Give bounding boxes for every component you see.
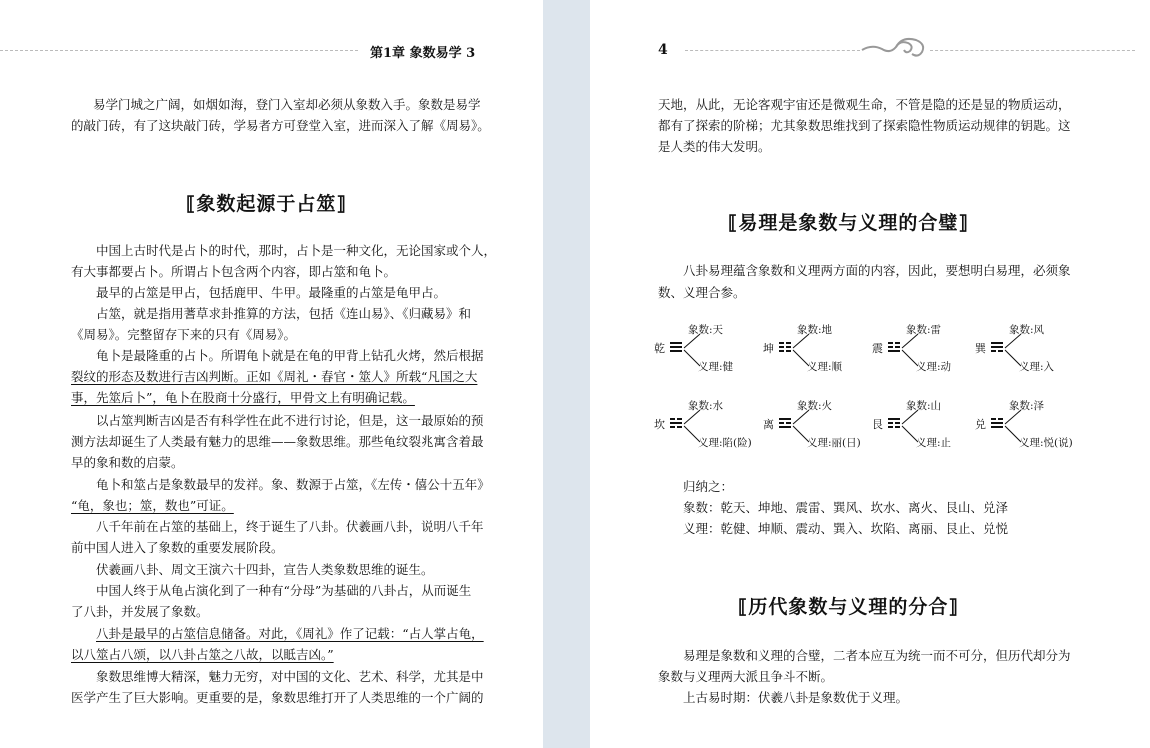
trigram-cell xyxy=(975,322,1085,382)
trigram-line xyxy=(779,426,791,428)
body-line: 中国上古时代是占卜的时代，那时，占卜是一种文化，无论国家或个人， xyxy=(96,243,497,258)
body-line: 测方法却诞生了人类最有魅力的思维——象数思维。那些龟纹裂兆寓含着最 xyxy=(71,434,484,449)
trigram-line xyxy=(779,422,791,424)
xiangshu-label: 象数:山 xyxy=(906,400,942,412)
trigram-line xyxy=(888,350,900,352)
trigram-name: 震 xyxy=(872,342,883,355)
trigram-name: 离 xyxy=(763,418,774,431)
body-line: 龟卜和筮占是象数最早的发祥。象、数源于占筮，《左传・僖公十五年》 xyxy=(96,477,490,492)
xiangshu-label: 象数:天 xyxy=(688,324,724,336)
trigram-line xyxy=(670,418,682,420)
trigram-symbol-icon xyxy=(888,418,900,430)
yili-label: 义理:陷(险) xyxy=(698,437,752,449)
body-line: 易理是象数和义理的合璧，二者本应互为统一而不可分，但历代却分为 xyxy=(683,648,1071,663)
trigram-cell xyxy=(654,398,764,458)
xiangshu-label: 象数:雷 xyxy=(906,324,942,336)
yili-label: 义理:入 xyxy=(1019,361,1055,373)
header-rule xyxy=(0,50,358,51)
body-line: 伏羲画八卦、周文王演六十四卦，宣告人类象数思维的诞生。 xyxy=(96,562,434,577)
trigram-line xyxy=(888,422,900,424)
body-line: 天地，从此，无论客观宇宙还是微观生命，不管是隐的还是显的物质运动， xyxy=(658,97,1071,112)
trigram-line xyxy=(779,342,791,344)
trigram-symbol-icon xyxy=(888,342,900,354)
body-line: 象数与义理两大派且争斗不断。 xyxy=(658,669,834,684)
body-line: 以八筮占八颂，以八卦占筮之八故，以眡吉凶。” xyxy=(71,647,334,662)
trigram-line xyxy=(670,422,682,424)
trigram-line xyxy=(888,342,900,344)
xiangshu-label: 象数:地 xyxy=(797,324,833,336)
intro-line: 易学门城之广阔，如烟如海，登门入室却必须从象数入手。象数是易学 xyxy=(93,97,481,112)
trigram-name: 坎 xyxy=(654,418,665,431)
trigram-cell xyxy=(763,398,873,458)
body-line: 《周易》。完整留存下来的只有《周易》。 xyxy=(71,327,297,342)
summary-line: 义理：乾健、坤顺、震动、巽入、坎陷、离丽、艮止、兑悦 xyxy=(683,521,1009,536)
trigram-symbol-icon xyxy=(991,418,1003,430)
body-line: 了八卦，并发展了象数。 xyxy=(71,604,209,619)
trigram-name: 乾 xyxy=(654,342,665,355)
trigram-line xyxy=(670,426,682,428)
body-line: 八卦是最早的占筮信息储备。对此，《周礼》作了记载：“占人掌占龟， xyxy=(96,626,484,641)
body-line: 龟卜是最隆重的占卜。所谓龟卜就是在龟的甲背上钻孔火烤，然后根据 xyxy=(96,348,484,363)
page-number: 4 xyxy=(658,42,668,58)
trigram-name: 巽 xyxy=(975,342,986,355)
body-line: 是人类的伟大发明。 xyxy=(658,139,771,154)
trigram-line xyxy=(888,346,900,348)
trigram-line xyxy=(991,342,1003,344)
section-heading: ⟦象数起源于占筮⟧ xyxy=(186,193,347,215)
body-line: 上古易时期：伏羲八卦是象数优于义理。 xyxy=(683,690,909,705)
yili-label: 义理:止 xyxy=(916,437,952,449)
trigram-name: 艮 xyxy=(872,418,883,431)
summary-line: 归纳之： xyxy=(683,479,734,494)
trigram-cell xyxy=(654,322,764,382)
section-title: 象数起源于占筮 xyxy=(196,193,337,215)
trigram-line xyxy=(991,346,1003,348)
trigram-symbol-icon xyxy=(779,418,791,430)
body-line: 前中国人进入了象数的重要发展阶段。 xyxy=(71,540,284,555)
header-rule xyxy=(930,50,1135,51)
trigram-line xyxy=(991,418,1003,420)
xiangshu-label: 象数:泽 xyxy=(1009,400,1045,412)
page-gutter xyxy=(543,0,590,748)
body-line: 最早的占筮是甲占，包括鹿甲、牛甲。最隆重的占筮是龟甲占。 xyxy=(96,285,447,300)
right-page xyxy=(590,0,1150,748)
trigram-line xyxy=(888,418,900,420)
trigram-line xyxy=(991,426,1003,428)
header-rule xyxy=(685,50,860,51)
trigram-line xyxy=(779,350,791,352)
body-line: “龟，象也；筮，数也”可证。 xyxy=(71,498,234,513)
trigram-symbol-icon xyxy=(670,342,682,354)
trigram-line xyxy=(991,422,1003,424)
body-line: 象数思维博大精深，魅力无穷，对中国的文化、艺术、科学，尤其是中 xyxy=(96,669,484,684)
section-title: 易理是象数与义理的合璧 xyxy=(738,212,959,234)
trigram-symbol-icon xyxy=(670,418,682,430)
summary-line: 象数：乾天、坤地、震雷、巽风、坎水、离火、艮山、兑泽 xyxy=(683,500,1009,515)
running-header: 第1章 象数易学 3 xyxy=(370,46,476,61)
body-line: 事，先筮后卜”，龟卜在股商十分盛行，甲骨文上有明确记载。 xyxy=(71,390,415,405)
body-line: 医学产生了巨大影响。更重要的是，象数思维打开了人类思维的一个广阔的 xyxy=(71,690,484,705)
yili-label: 义理:丽(日) xyxy=(807,437,861,449)
body-line: 都有了探索的阶梯；尤其象数思维找到了探索隐性物质运动规律的钥匙。这 xyxy=(658,118,1071,133)
trigram-line xyxy=(670,342,682,344)
section-title: 历代象数与义理的分合 xyxy=(748,596,949,618)
yili-label: 义理:健 xyxy=(698,361,734,373)
body-line: 数、义理合参。 xyxy=(658,285,746,300)
body-line: 八卦易理蕴含象数和义理两方面的内容，因此，要想明白易理，必须象 xyxy=(683,263,1071,278)
trigram-name: 坤 xyxy=(763,342,774,355)
xiangshu-label: 象数:水 xyxy=(688,400,724,412)
trigram-symbol-icon xyxy=(991,342,1003,354)
trigram-symbol-icon xyxy=(779,342,791,354)
yili-label: 义理:顺 xyxy=(807,361,843,373)
trigram-line xyxy=(888,426,900,428)
trigram-line xyxy=(670,346,682,348)
intro-line: 的敲门砖，有了这块敲门砖，学易者方可登堂入室，进而深入了解《周易》。 xyxy=(71,118,490,133)
trigram-cell xyxy=(975,398,1085,458)
cloud-ornament-icon xyxy=(860,34,930,60)
body-line: 裂纹的形态及数进行吉凶判断。正如《周礼・春官・筮人》所载“凡国之大 xyxy=(71,369,478,384)
yili-label: 义理:悦(说) xyxy=(1019,437,1073,449)
xiangshu-label: 象数:火 xyxy=(797,400,833,412)
trigram-line xyxy=(779,418,791,420)
body-line: 以占筮判断吉凶是否有科学性在此不进行讨论，但是，这一最原始的预 xyxy=(96,413,484,428)
left-page xyxy=(0,0,543,748)
body-line: 占筮，就是指用蓍草求卦推算的方法，包括《连山易》、《归藏易》和 xyxy=(96,306,472,321)
trigram-line xyxy=(991,350,1003,352)
body-line: 中国人终于从龟占演化到了一种有“分母”为基础的八卦占，从而诞生 xyxy=(96,583,472,598)
trigram-cell xyxy=(872,398,982,458)
body-line: 早的象和数的启蒙。 xyxy=(71,455,184,470)
yili-label: 义理:动 xyxy=(916,361,952,373)
trigram-line xyxy=(670,350,682,352)
section-heading: ⟦历代象数与义理的分合⟧ xyxy=(738,596,959,618)
trigram-line xyxy=(779,346,791,348)
body-line: 有大事都要占卜。所谓占卜包含两个内容，即占筮和龟卜。 xyxy=(71,264,397,279)
trigram-cell xyxy=(763,322,873,382)
trigram-cell xyxy=(872,322,982,382)
body-line: 八千年前在占筮的基础上，终于诞生了八卦。伏羲画八卦，说明八千年 xyxy=(96,519,484,534)
section-heading: ⟦易理是象数与义理的合璧⟧ xyxy=(728,212,969,234)
trigram-name: 兑 xyxy=(975,418,986,431)
xiangshu-label: 象数:风 xyxy=(1009,324,1045,336)
